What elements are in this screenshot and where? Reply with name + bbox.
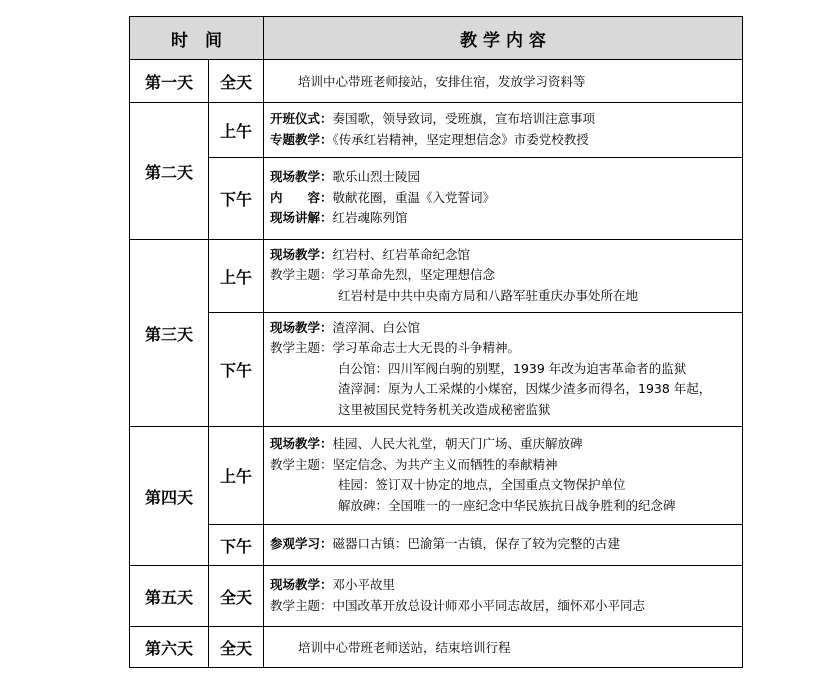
item-label: 参观学习： <box>270 536 333 552</box>
period-label: 下午 <box>209 158 264 240</box>
header-content: 教 学 内 容 <box>264 17 743 60</box>
table-row <box>130 427 743 525</box>
period-label: 上午 <box>209 240 264 313</box>
item-label: 内 容： <box>270 189 333 205</box>
period-label: 下午 <box>209 313 264 427</box>
table-row <box>130 240 743 313</box>
day-label: 第三天 <box>130 240 209 427</box>
item-text: 红岩魂陈列馆 <box>332 210 408 226</box>
table-row <box>130 627 743 668</box>
item-label: 现场教学： <box>270 436 333 451</box>
item-label: 现场讲解： <box>270 210 333 226</box>
item-text: 桂园、人民大礼堂，朝天门广场、重庆解放碑 <box>332 436 583 451</box>
day-label: 第五天 <box>130 566 209 627</box>
item-text: 白公馆：四川军阀白驹的别墅，1939 年改为迫害革命者的监狱 <box>338 360 687 376</box>
day-label: 第四天 <box>130 427 209 566</box>
item-label: 教学主题： <box>270 340 333 356</box>
content-cell <box>264 240 743 313</box>
item-label: 专题教学： <box>270 131 333 147</box>
period-label: 全天 <box>209 60 264 103</box>
item-text: 磁器口古镇：巴渝第一古镇，保存了较为完整的古建 <box>332 536 621 552</box>
content-cell <box>264 158 743 240</box>
day-label: 第二天 <box>130 103 209 240</box>
item-text: 学习革命先烈，坚定理想信念 <box>332 267 496 283</box>
item-text: 红岩村是中共中央南方局和八路军驻重庆办事处所在地 <box>338 287 639 303</box>
content-cell: 培训中心带班老师接站，安排住宿，发放学习资料等 <box>264 60 743 103</box>
item-label: 教学主题： <box>270 597 333 613</box>
header-row <box>130 17 743 60</box>
item-label: 开班仪式： <box>270 111 333 126</box>
period-label: 全天 <box>209 566 264 627</box>
item-label: 现场教学： <box>270 246 333 262</box>
table-row <box>130 103 743 158</box>
content-cell <box>264 427 743 525</box>
period-label: 下午 <box>209 525 264 566</box>
item-text: 渣滓洞：原为人工采煤的小煤窑，因煤少渣多而得名，1938 年起， <box>338 381 712 397</box>
item-label: 教学主题： <box>270 267 333 283</box>
content-cell: 培训中心带班老师送站，结束培训行程 <box>264 627 743 668</box>
content-cell <box>264 313 743 427</box>
period-label: 上午 <box>209 427 264 525</box>
period-label: 上午 <box>209 103 264 158</box>
period-label: 全天 <box>209 627 264 668</box>
item-text: 奏国歌，领导致词，受班旗，宣布培训注意事项 <box>332 111 596 126</box>
content-cell <box>264 525 743 566</box>
header-time: 时 间 <box>130 17 264 60</box>
item-text: 敬献花圈，重温《入党誓词》 <box>332 189 496 205</box>
content-cell <box>264 566 743 627</box>
table-row <box>130 313 743 427</box>
table-row <box>130 525 743 566</box>
item-text: 渣滓洞、白公馆 <box>332 319 421 335</box>
item-label: 现场教学： <box>270 319 333 335</box>
item-text: 红岩村、红岩革命纪念馆 <box>332 246 471 262</box>
day-label: 第一天 <box>130 60 209 103</box>
item-label: 现场教学： <box>270 577 333 592</box>
item-text: 歌乐山烈士陵园 <box>332 169 421 185</box>
table-row <box>130 566 743 627</box>
item-text: 邓小平故里 <box>332 577 396 592</box>
item-text: 《传承红岩精神，坚定理想信念》市委党校教授 <box>332 131 589 147</box>
item-label: 教学主题： <box>270 456 333 472</box>
item-text: 中国改革开放总设计师邓小平同志故居，缅怀邓小平同志 <box>332 597 646 613</box>
table-row <box>130 60 743 103</box>
item-text: 桂园：签订双十协定的地点，全国重点文物保护单位 <box>338 477 626 492</box>
item-text: 解放碑：全国唯一的一座纪念中华民族抗日战争胜利的纪念碑 <box>338 497 676 513</box>
content-cell <box>264 103 743 158</box>
table-row <box>130 158 743 240</box>
schedule-table <box>129 16 743 668</box>
item-text: 坚定信念、为共产主义而牺牲的奉献精神 <box>332 456 558 472</box>
item-text: 这里被国民党特务机关改造成秘密监狱 <box>338 401 551 417</box>
item-text: 学习革命志士大无畏的斗争精神。 <box>332 340 521 356</box>
item-label: 现场教学： <box>270 169 333 185</box>
day-label: 第六天 <box>130 627 209 668</box>
